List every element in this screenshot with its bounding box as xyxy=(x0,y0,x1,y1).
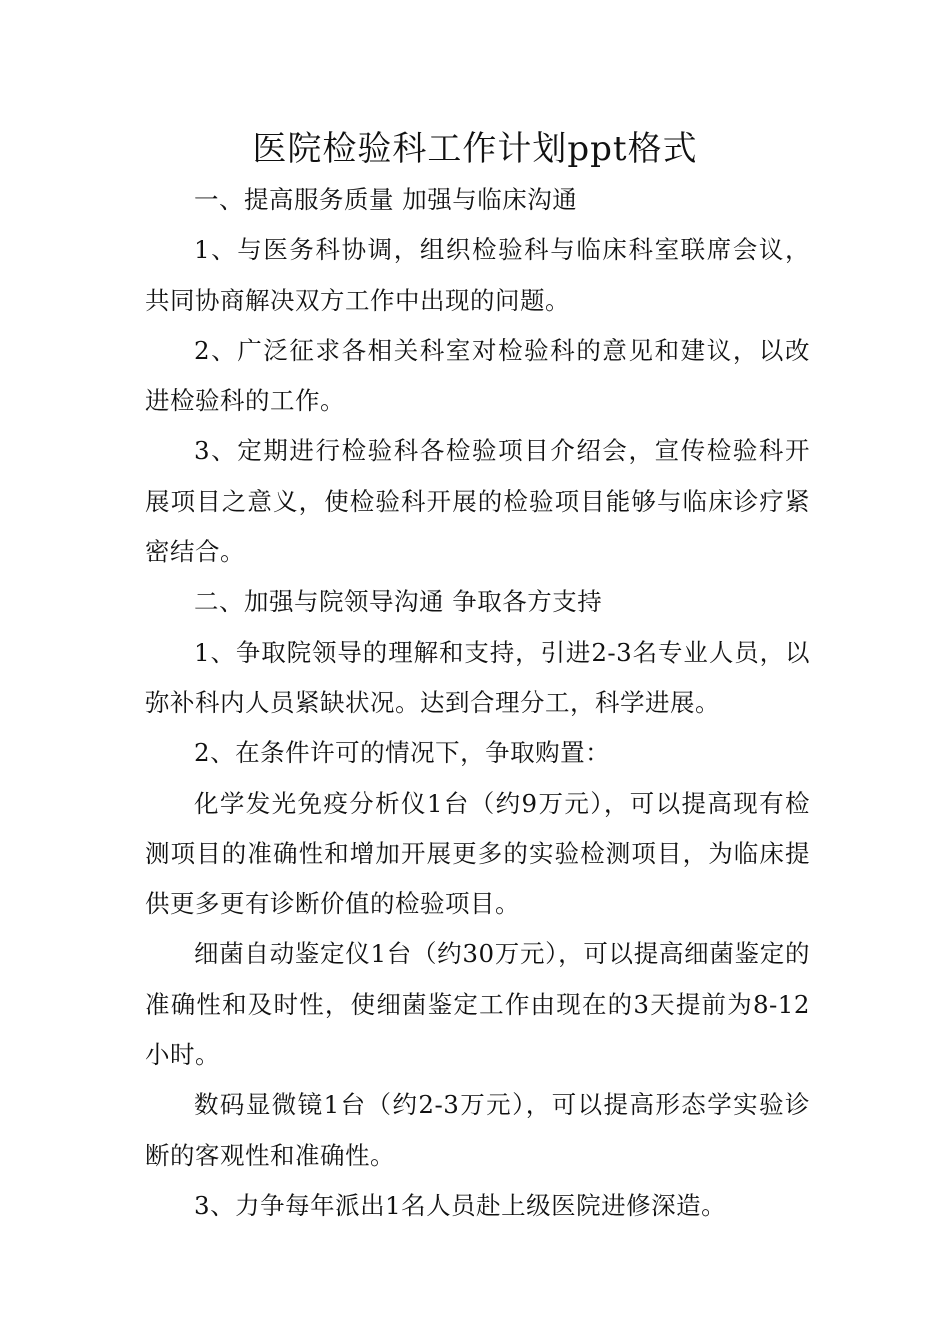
paragraph: 2、广泛征求各相关科室对检验科的意见和建议，以改进检验科的工作。 xyxy=(145,335,810,416)
document-body xyxy=(145,175,810,1231)
paragraph: 1、争取院领导的理解和支持，引进2-3名专业人员，以弥补科内人员紧缺状况。达到合理分工，科学进展。 xyxy=(145,637,810,717)
paragraph: 细菌自动鉴定仪1台（约30万元），可以提高细菌鉴定的准确性和及时性，使细菌鉴定工作由现在的3天提前为8-12小时。 xyxy=(145,939,810,1070)
paragraph: 数码显微镜1台（约2-3万元），可以提高形态学实验诊断的客观性和准确性。 xyxy=(145,1090,810,1170)
paragraph: 3、力争每年派出1名人员赴上级医院进修深造。 xyxy=(194,1190,727,1220)
document-title: 医院检验科工作计划ppt格式 xyxy=(252,129,698,169)
paragraph: 化学发光免疫分析仪1台（约9万元），可以提高现有检测项目的准确性和增加开展更多的实验检测项目，为临床提供更多更有诊断价值的检验项目。 xyxy=(145,788,810,919)
paragraph: 3、定期进行检验科各检验项目介绍会，宣传检验科开展项目之意义，使检验科开展的检验项目能够与临床诊疗紧密结合。 xyxy=(145,436,810,567)
section-heading-1: 一、提高服务质量 加强与临床沟通 xyxy=(194,185,578,214)
paragraph: 1、与医务科协调，组织检验科与临床科室联席会议，共同协商解决双方工作中出现的问题。 xyxy=(145,235,810,315)
paragraph: 2、在条件许可的情况下，争取购置： xyxy=(194,738,611,768)
section-heading-2: 二、加强与院领导沟通 争取各方支持 xyxy=(194,587,603,617)
